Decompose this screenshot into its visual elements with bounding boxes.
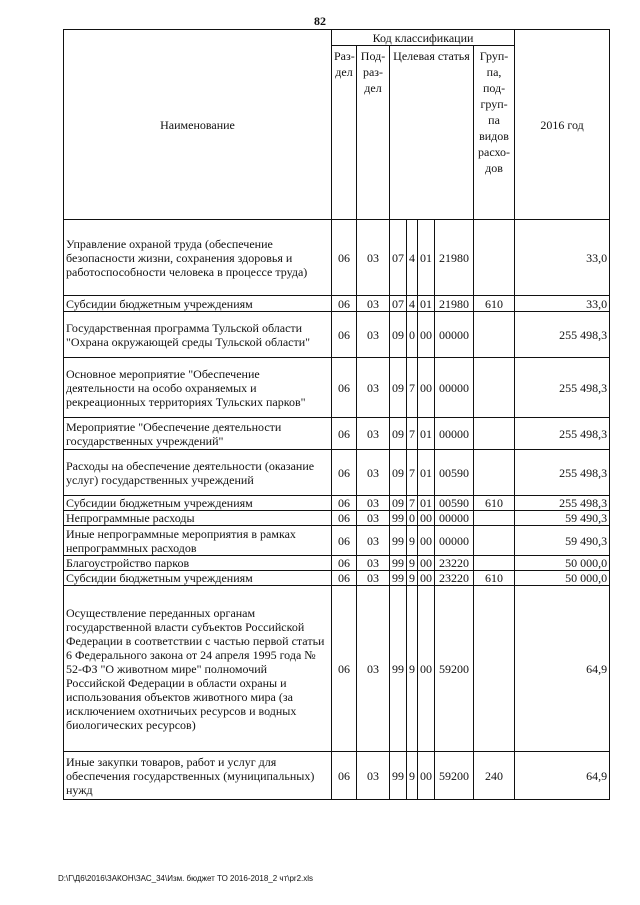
row-section: 06 (332, 571, 357, 586)
row-amount: 64,9 (515, 586, 610, 752)
header-code-classification: Код классификации (332, 30, 515, 46)
row-name: Субсидии бюджетным учреждениям (64, 571, 332, 586)
row-subsection: 03 (357, 312, 390, 358)
row-target-measure: 01 (418, 296, 435, 312)
header-year: 2016 год (515, 30, 610, 220)
row-target-measure: 00 (418, 752, 435, 800)
row-target-program: 09 (390, 312, 407, 358)
row-target-program: 07 (390, 296, 407, 312)
row-expense-group (474, 511, 515, 526)
header-expense-group: Груп- па, под- груп- па видов расхо- дов (474, 46, 515, 220)
row-expense-group: 610 (474, 296, 515, 312)
row-section: 06 (332, 418, 357, 450)
row-target-subprogram: 9 (407, 556, 418, 571)
table-row (64, 571, 610, 586)
row-name: Мероприятие "Обеспечение деятельности государственных учреждений" (64, 418, 332, 450)
table-row (64, 526, 610, 556)
header-section: Раз- дел (332, 46, 357, 220)
row-name: Государственная программа Тульской области "Охрана окружающей среды Тульской области" (64, 312, 332, 358)
table-row (64, 511, 610, 526)
row-target-direction: 23220 (435, 571, 474, 586)
page-number: 82 (314, 14, 326, 28)
row-target-program: 99 (390, 526, 407, 556)
row-expense-group (474, 358, 515, 418)
row-target-subprogram: 4 (407, 220, 418, 296)
row-amount: 255 498,3 (515, 450, 610, 496)
table-row (64, 220, 610, 296)
row-target-subprogram: 4 (407, 296, 418, 312)
row-subsection: 03 (357, 571, 390, 586)
row-expense-group (474, 418, 515, 450)
row-target-direction: 00000 (435, 511, 474, 526)
row-section: 06 (332, 526, 357, 556)
footer-file-path: D:\Г\Д6\2016\ЗАКОН\ЗАС_34\Изм. бюджет ТО 2016-2018_2 чт\рr2.xls (58, 874, 314, 883)
row-subsection: 03 (357, 752, 390, 800)
row-subsection: 03 (357, 296, 390, 312)
row-target-subprogram: 0 (407, 511, 418, 526)
row-target-subprogram: 7 (407, 358, 418, 418)
row-section: 06 (332, 358, 357, 418)
row-expense-group: 610 (474, 571, 515, 586)
row-section: 06 (332, 296, 357, 312)
table-row (64, 296, 610, 312)
row-target-measure: 00 (418, 526, 435, 556)
row-name: Благоустройство парков (64, 556, 332, 571)
row-target-direction: 00000 (435, 526, 474, 556)
row-target-direction: 00590 (435, 496, 474, 511)
row-target-subprogram: 9 (407, 571, 418, 586)
row-target-direction: 21980 (435, 296, 474, 312)
header-subsection: Под- раз- дел (357, 46, 390, 220)
row-target-subprogram: 7 (407, 418, 418, 450)
row-expense-group (474, 450, 515, 496)
row-amount: 33,0 (515, 296, 610, 312)
row-section: 06 (332, 496, 357, 511)
row-amount: 50 000,0 (515, 571, 610, 586)
row-section: 06 (332, 586, 357, 752)
row-subsection: 03 (357, 586, 390, 752)
row-target-subprogram: 9 (407, 752, 418, 800)
row-target-program: 99 (390, 752, 407, 800)
table-row (64, 312, 610, 358)
row-target-program: 99 (390, 511, 407, 526)
table-row (64, 450, 610, 496)
row-target-program: 09 (390, 450, 407, 496)
row-target-subprogram: 0 (407, 312, 418, 358)
table-row (64, 752, 610, 800)
row-name: Осуществление переданных органам государственной власти субъектов Российской Федерации в соответствии с частью первой статьи 6 Федерального закона от 24 апреля 1995 года № 52-ФЗ "О животном мире" полномочий Российской Федерации в области охраны и использования объектов животного мира (за исключением охотничьих ресурсов и водных биологических ресурсов) (64, 586, 332, 752)
row-expense-group: 610 (474, 496, 515, 511)
row-name: Непрограммные расходы (64, 511, 332, 526)
row-expense-group (474, 526, 515, 556)
row-subsection: 03 (357, 418, 390, 450)
row-amount: 255 498,3 (515, 358, 610, 418)
budget-table (63, 29, 610, 800)
row-subsection: 03 (357, 220, 390, 296)
row-target-program: 99 (390, 571, 407, 586)
row-target-measure: 01 (418, 496, 435, 511)
row-target-direction: 00590 (435, 450, 474, 496)
row-amount: 59 490,3 (515, 526, 610, 556)
row-amount: 255 498,3 (515, 496, 610, 511)
row-expense-group (474, 586, 515, 752)
row-section: 06 (332, 450, 357, 496)
table-row (64, 556, 610, 571)
row-expense-group (474, 556, 515, 571)
row-section: 06 (332, 220, 357, 296)
row-target-program: 09 (390, 418, 407, 450)
row-target-measure: 00 (418, 312, 435, 358)
row-target-measure: 00 (418, 358, 435, 418)
header-target-article: Целевая статья (390, 46, 474, 220)
row-target-direction: 59200 (435, 752, 474, 800)
row-name: Иные закупки товаров, работ и услуг для обеспечения государственных (муниципальных) нужд (64, 752, 332, 800)
row-target-measure: 00 (418, 511, 435, 526)
table-row (64, 496, 610, 511)
table-row (64, 358, 610, 418)
row-section: 06 (332, 556, 357, 571)
row-target-subprogram: 9 (407, 586, 418, 752)
row-name: Субсидии бюджетным учреждениям (64, 296, 332, 312)
row-subsection: 03 (357, 511, 390, 526)
row-target-measure: 00 (418, 571, 435, 586)
row-target-measure: 00 (418, 586, 435, 752)
row-amount: 50 000,0 (515, 556, 610, 571)
row-target-subprogram: 9 (407, 526, 418, 556)
row-target-direction: 59200 (435, 586, 474, 752)
row-subsection: 03 (357, 496, 390, 511)
row-target-direction: 21980 (435, 220, 474, 296)
row-target-subprogram: 7 (407, 496, 418, 511)
row-target-direction: 00000 (435, 418, 474, 450)
row-target-program: 99 (390, 586, 407, 752)
row-section: 06 (332, 312, 357, 358)
row-subsection: 03 (357, 358, 390, 418)
row-expense-group (474, 220, 515, 296)
row-target-program: 99 (390, 556, 407, 571)
row-amount: 255 498,3 (515, 312, 610, 358)
row-amount: 255 498,3 (515, 418, 610, 450)
row-target-direction: 00000 (435, 358, 474, 418)
row-subsection: 03 (357, 526, 390, 556)
row-amount: 59 490,3 (515, 511, 610, 526)
row-target-direction: 23220 (435, 556, 474, 571)
row-target-program: 09 (390, 496, 407, 511)
row-name: Иные непрограммные мероприятия в рамках непрограммных расходов (64, 526, 332, 556)
row-expense-group: 240 (474, 752, 515, 800)
row-target-measure: 00 (418, 556, 435, 571)
header-row-top (64, 30, 610, 46)
row-name: Основное мероприятие "Обеспечение деятельности на особо охраняемых и рекреационных территориях Тульских парков" (64, 358, 332, 418)
row-name: Расходы на обеспечение деятельности (оказание услуг) государственных учреждений (64, 450, 332, 496)
row-target-program: 07 (390, 220, 407, 296)
row-target-direction: 00000 (435, 312, 474, 358)
row-expense-group (474, 312, 515, 358)
row-amount: 33,0 (515, 220, 610, 296)
header-name: Наименование (64, 30, 332, 220)
row-target-measure: 01 (418, 220, 435, 296)
row-name: Управление охраной труда (обеспечение безопасности жизни, сохранения здоровья и работоспособности человека в процессе труда) (64, 220, 332, 296)
row-amount: 64,9 (515, 752, 610, 800)
table-row (64, 586, 610, 752)
row-target-measure: 01 (418, 450, 435, 496)
row-target-subprogram: 7 (407, 450, 418, 496)
row-section: 06 (332, 511, 357, 526)
row-subsection: 03 (357, 556, 390, 571)
row-section: 06 (332, 752, 357, 800)
table-row (64, 418, 610, 450)
row-name: Субсидии бюджетным учреждениям (64, 496, 332, 511)
row-target-measure: 01 (418, 418, 435, 450)
row-subsection: 03 (357, 450, 390, 496)
row-target-program: 09 (390, 358, 407, 418)
